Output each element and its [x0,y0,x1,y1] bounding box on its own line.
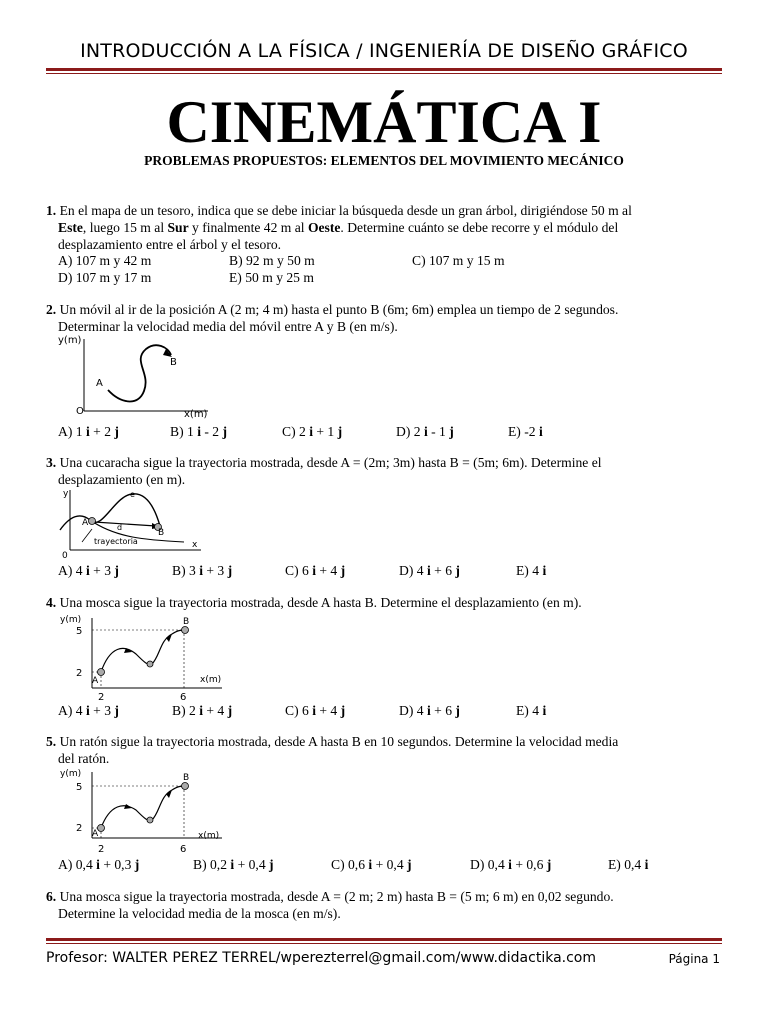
header-rule-thin [46,73,722,74]
option: D) 4 i + 6 j [399,563,460,578]
question-2-figure [56,333,216,421]
option: E) 50 m y 25 m [229,270,314,285]
question-number: 4. [46,595,57,610]
question-number: 1. [46,203,57,218]
y-tick-5: 5 [76,626,83,637]
option: B) 3 i + 3 j [172,563,233,578]
option: D) 0,4 i + 0,6 j [470,857,552,872]
option: A) 1 i + 2 j [58,424,119,439]
page-title: CINEMÁTICA I [166,89,602,155]
point-b-label: B [183,617,190,627]
option: B) 0,2 i + 0,4 j [193,857,274,872]
option: B) 1 i - 2 j [170,424,228,439]
question-number: 5. [46,734,57,749]
option: A) 0,4 i + 0,3 j [58,857,140,872]
option: C) 6 i + 4 j [285,703,346,718]
x-axis-label: x [192,540,198,550]
footer-author: Profesor: WALTER PEREZ TERREL/wperezterrel@gmail.com/www.didactika.com [46,950,597,966]
question-2: 2. Un móvil al ir de la posición A (2 m; 4 m) hasta el punto B (6m; 6m) emplea un tiempo de 2 segundos. Determinar la velocidad media del móvil entre A y B (en m/s). [46,302,619,334]
x-axis-label: x(m) [200,675,222,685]
y-axis-label: y(m) [60,769,82,779]
y-tick-2: 2 [76,823,83,834]
option: C) 107 m y 15 m [412,253,505,268]
option: D) 107 m y 17 m [58,270,152,285]
question-number: 6. [46,889,57,904]
page-number: Página 1 [668,952,720,966]
question-4: 4. Una mosca sigue la trayectoria mostrada, desde A hasta B. Determine el desplazamiento (en m). [46,595,582,610]
option: A) 4 i + 3 j [58,703,119,718]
point-b-label: B [170,357,177,368]
x-axis-label: x(m) [184,409,208,420]
option: C) 6 i + 4 j [285,563,346,578]
question-6: 6. Una mosca sigue la trayectoria mostrada, desde A = (2 m; 2 m) hasta B = (5 m; 6 m) en 0,02 segundo. Determine la velocidad media de la mosca (en m/s). [46,889,614,921]
option: E) -2 i [508,424,543,439]
point-a-label: A [82,518,89,528]
option: D) 4 i + 6 j [399,703,460,718]
question-5: 5. Un ratón sigue la trayectoria mostrada, desde A hasta B en 10 segundos. Determine la velocidad media del ratón. [46,734,619,766]
option: D) 2 i - 1 j [396,424,454,439]
x-tick-6: 6 [180,844,187,855]
y-axis-label: y [63,489,69,499]
option: A) 4 i + 3 j [58,563,119,578]
point-b-label: B [158,528,165,538]
point-a-label: A [96,378,103,389]
x-tick-2: 2 [98,692,105,702]
question-5-figure [56,766,226,856]
point-a-label: A [92,676,99,686]
x-tick-6: 6 [180,692,187,702]
option: C) 0,6 i + 0,4 j [331,857,412,872]
d-label: d [117,523,123,532]
option: A) 107 m y 42 m [58,253,152,268]
header-rule [46,68,722,71]
e-label: e [130,490,135,499]
option: C) 2 i + 1 j [282,424,343,439]
y-axis-label: y(m) [60,615,82,625]
origin-label: O [76,406,84,417]
trajectory-label: trayectoria [94,537,138,546]
option: E) 4 i [516,703,547,718]
point-a-label: A [92,829,99,839]
question-number: 3. [46,455,57,470]
footer-rule-thin [46,943,722,944]
footer-rule [46,938,722,941]
question-1: 1. En el mapa de un tesoro, indica que se debe iniciar la búsqueda desde un gran árbol, dirigiéndose 50 m al Este, luego 15 m al Sur y finalmente 42 m al Oeste. Determine cuánto se debe recorre y el módulo del desplazamiento entre el árbol y el tesoro. [46,203,632,252]
question-3-figure [56,486,206,562]
option: E) 0,4 i [608,857,649,872]
x-axis-label: x(m) [198,831,220,841]
y-tick-5: 5 [76,782,83,793]
page-subtitle: PROBLEMAS PROPUESTOS: ELEMENTOS DEL MOVIMIENTO MECÁNICO [144,153,624,168]
question-number: 2. [46,302,57,317]
question-4-figure [56,612,226,702]
document-header: INTRODUCCIÓN A LA FÍSICA / INGENIERÍA DE DISEÑO GRÁFICO [80,40,688,62]
option: B) 2 i + 4 j [172,703,233,718]
option: B) 92 m y 50 m [229,253,315,268]
x-tick-2: 2 [98,844,105,855]
point-b-label: B [183,773,190,783]
y-axis-label: y(m) [58,335,82,346]
y-tick-2: 2 [76,668,83,679]
option: E) 4 i [516,563,547,578]
origin-label: 0 [62,551,68,561]
question-3: 3. Una cucaracha sigue la trayectoria mostrada, desde A = (2m; 3m) hasta B = (5m; 6m). Determine el desplazamiento (en m). [46,455,602,487]
